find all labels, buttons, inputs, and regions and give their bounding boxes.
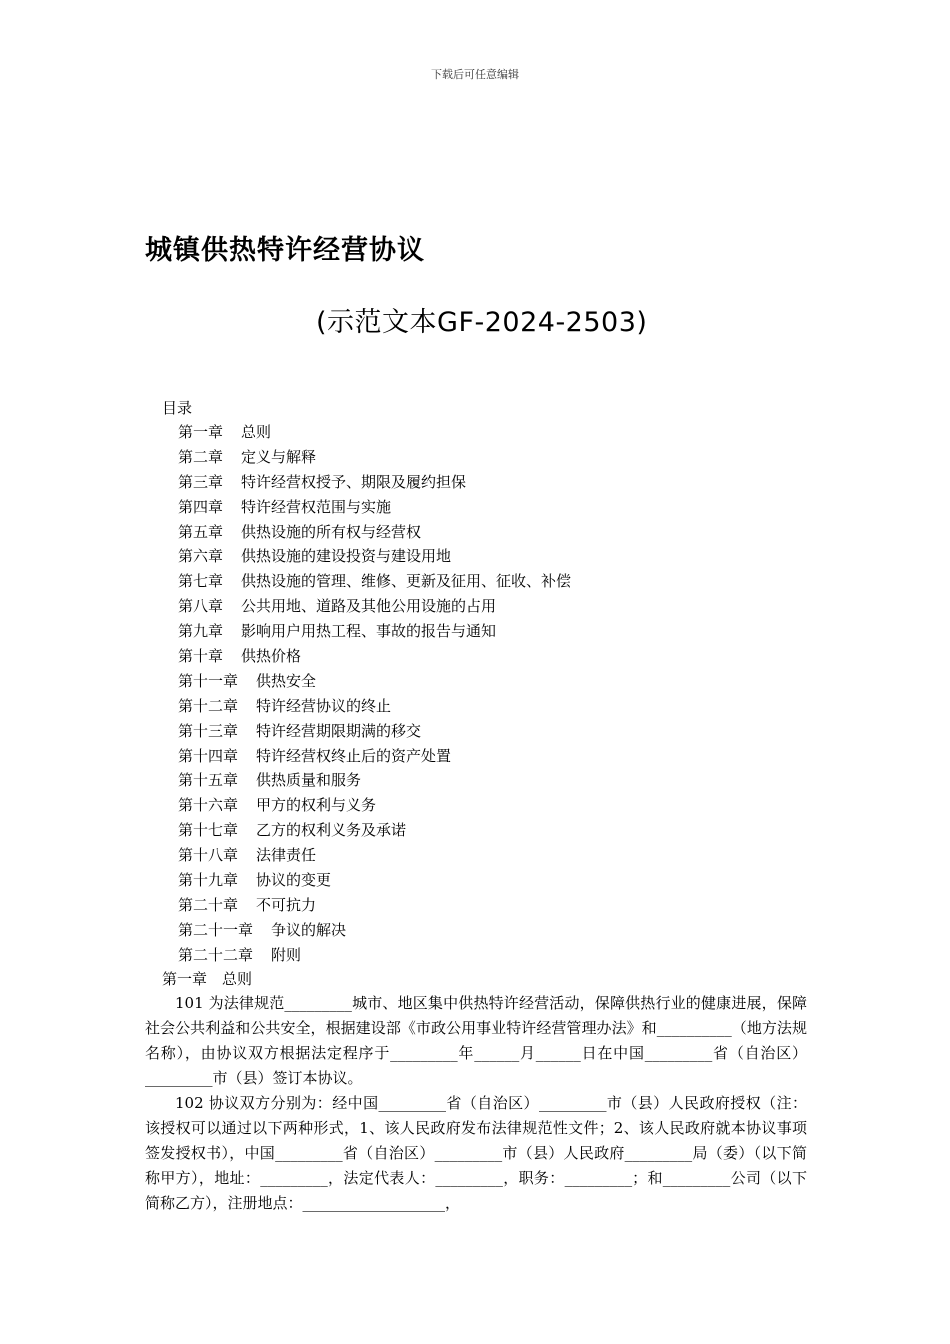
paragraph-101 <box>145 991 807 1091</box>
toc-item <box>178 768 571 793</box>
paragraph-102 <box>145 1091 807 1216</box>
toc-item-label: 供热价格 <box>241 647 302 666</box>
toc-item-label: 法律责任 <box>256 846 317 865</box>
toc-item-label: 协议的变更 <box>256 871 332 890</box>
toc-item-number: 第十一章 <box>178 671 239 690</box>
toc-item <box>178 744 571 769</box>
toc-item-number: 第八章 <box>178 597 224 616</box>
toc-item-number: 第十七章 <box>178 821 239 840</box>
toc-item-label: 总则 <box>241 423 272 441</box>
toc-item <box>178 818 571 843</box>
toc-item-number: 第四章 <box>178 497 224 516</box>
toc-item-label: 定义与解释 <box>241 447 317 466</box>
toc-item-number: 第十三章 <box>178 721 239 740</box>
toc-item-label: 供热设施的建设投资与建设用地 <box>241 547 452 566</box>
toc-item <box>178 619 571 644</box>
toc-item-label: 特许经营权授予、期限及履约担保 <box>241 472 467 491</box>
toc-item-label: 供热设施的所有权与经营权 <box>241 522 422 541</box>
toc-item <box>178 943 571 968</box>
toc-item-label: 供热质量和服务 <box>256 771 362 790</box>
toc-item-number: 第一章 <box>178 423 224 441</box>
toc-item <box>178 868 571 893</box>
document-subtitle: (示范文本GF-2024-2503) <box>316 307 648 338</box>
toc-item <box>178 694 571 719</box>
toc-item <box>178 569 571 594</box>
toc-item <box>178 520 571 545</box>
toc-item <box>178 544 571 569</box>
document-title: 城镇供热特许经营协议 <box>145 235 425 266</box>
toc-item-number: 第九章 <box>178 622 224 641</box>
chapter-heading: 第一章 总则 <box>162 970 253 988</box>
toc-item-label: 特许经营期限期满的移交 <box>256 721 422 740</box>
toc-item-number: 第二十章 <box>178 895 239 914</box>
toc-item-label: 不可抗力 <box>256 895 317 914</box>
toc-item-number: 第六章 <box>178 547 224 566</box>
toc-item-number: 第二十一章 <box>178 920 254 939</box>
toc-item <box>178 420 571 445</box>
toc-item-number: 第十六章 <box>178 796 239 815</box>
header-note: 下载后可任意编辑 <box>431 68 519 81</box>
toc-item-label: 特许经营协议的终止 <box>256 696 392 715</box>
toc-item-label: 乙方的权利义务及承诺 <box>256 821 407 840</box>
toc-item-number: 第二十二章 <box>178 945 254 964</box>
toc-item <box>178 918 571 943</box>
toc-item-label: 公共用地、道路及其他公用设施的占用 <box>241 597 497 616</box>
toc-item-label: 争议的解决 <box>271 920 347 939</box>
toc-item <box>178 793 571 818</box>
toc-item-label: 附则 <box>271 945 302 964</box>
toc-item <box>178 470 571 495</box>
toc-item-label: 供热设施的管理、维修、更新及征用、征收、补偿 <box>241 572 572 591</box>
toc-item-number: 第三章 <box>178 472 224 491</box>
toc-item-number: 第七章 <box>178 572 224 591</box>
toc-item-label: 影响用户用热工程、事故的报告与通知 <box>241 622 497 641</box>
toc-item <box>178 594 571 619</box>
toc-item <box>178 719 571 744</box>
table-of-contents <box>178 420 571 968</box>
toc-item <box>178 669 571 694</box>
toc-item <box>178 495 571 520</box>
toc-item <box>178 445 571 470</box>
toc-item-label: 特许经营权范围与实施 <box>241 497 392 516</box>
toc-item-number: 第十章 <box>178 647 224 666</box>
toc-item <box>178 644 571 669</box>
toc-heading: 目录 <box>162 399 193 417</box>
toc-item-label: 特许经营权终止后的资产处置 <box>256 746 452 765</box>
toc-item-number: 第十五章 <box>178 771 239 790</box>
toc-item-number: 第十四章 <box>178 746 239 765</box>
toc-item-number: 第十二章 <box>178 696 239 715</box>
toc-item-number: 第十八章 <box>178 846 239 865</box>
toc-item-number: 第二章 <box>178 447 224 466</box>
toc-item-number: 第十九章 <box>178 871 239 890</box>
toc-item-label: 供热安全 <box>256 671 317 690</box>
paragraph-102-text: 102 协议双方分别为：经中国_________省（自治区）_________市（县）人民政府授权（注：该授权可以通过以下两种形式，1、该人民政府发布法律规范性文件；2、该人民政府就本协议事项签发授权书），中国_________省（自治区）_________市（县）人民政府_________局（委）（以下简称甲方），地址：_________，法定代表人：_________，职务：_________；和_________公司（以下简称乙方），注册地点：___________________， <box>145 1094 807 1212</box>
toc-item-number: 第五章 <box>178 522 224 541</box>
toc-item <box>178 843 571 868</box>
toc-item <box>178 893 571 918</box>
toc-item-label: 甲方的权利与义务 <box>256 796 377 815</box>
paragraph-101-text: 101 为法律规范_________城市、地区集中供热特许经营活动，保障供热行业的健康进展，保障社会公共利益和公共安全，根据建设部《市政公用事业特许经营管理办法》和__________（地方法规名称），由协议双方根据法定程序于_________年______月______日在中国_________省（自治区）_________市（县）签订本协议。 <box>145 994 807 1087</box>
